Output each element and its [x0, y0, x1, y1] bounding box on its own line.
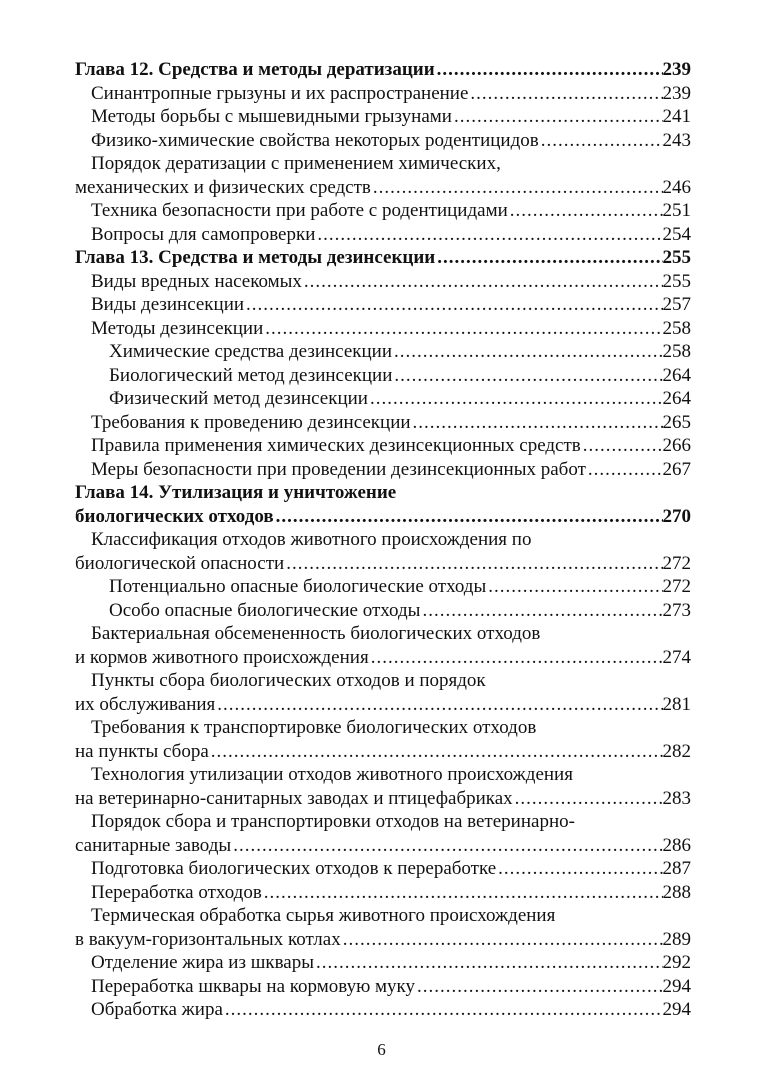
toc-entry-title: Методы дезинсекции — [91, 317, 264, 339]
toc-entry[interactable] — [75, 199, 691, 223]
toc-entry[interactable] — [75, 411, 691, 435]
leader-dots — [392, 364, 662, 388]
leader-dots — [586, 458, 663, 482]
toc-entry-title: Порядок сбора и транспортировки отходов на ветеринарно- — [91, 811, 575, 832]
toc-entry-title: механических и физических средств — [75, 176, 371, 198]
toc-page-number: 255 — [662, 270, 691, 292]
toc-page-number: 292 — [662, 952, 691, 973]
leader-dots — [315, 223, 662, 247]
leader-dots — [263, 317, 662, 341]
toc-chapter-entry[interactable] — [75, 505, 691, 529]
toc-page-number: 287 — [662, 858, 691, 879]
toc-entry[interactable] — [75, 740, 691, 764]
leader-dots — [209, 740, 663, 764]
leader-dots — [513, 787, 663, 811]
toc-entry-title: Методы борьбы с мышевидными грызунами — [91, 106, 452, 127]
toc-page-number: 274 — [662, 646, 691, 668]
toc-entry-title: Физико-химические свойства некоторых родентицидов — [91, 129, 539, 151]
leader-dots — [508, 199, 663, 223]
toc-entry[interactable] — [75, 857, 691, 881]
toc-entry[interactable] — [75, 881, 691, 905]
leader-dots — [302, 270, 663, 294]
toc-entry[interactable] — [75, 105, 691, 129]
toc-entry-title: Виды вредных насекомых — [91, 270, 302, 292]
toc-entry[interactable] — [75, 82, 691, 106]
toc-page-number: 289 — [662, 928, 691, 950]
toc-page-number: 264 — [662, 388, 691, 409]
toc-entry[interactable] — [75, 364, 691, 388]
toc-page-number: 265 — [662, 411, 691, 433]
toc-page-number: 241 — [662, 106, 691, 127]
toc-page-number: 243 — [662, 129, 691, 151]
toc-entry-title: Пункты сбора биологических отходов и порядок — [91, 670, 486, 691]
toc-entry-title: Глава 13. Средства и методы дезинсекции — [75, 247, 436, 268]
toc-entry[interactable] — [75, 951, 691, 975]
toc-entry-title: Химические средства дезинсекции — [109, 341, 392, 362]
leader-dots — [215, 693, 662, 717]
toc-entry[interactable] — [75, 646, 691, 670]
leader-dots — [231, 834, 662, 858]
toc-entry-title: Глава 14. Утилизация и уничтожение — [75, 482, 397, 503]
toc-entry[interactable] — [75, 434, 691, 458]
toc-page-number: 272 — [662, 576, 691, 597]
toc-entry[interactable] — [75, 904, 691, 928]
leader-dots — [369, 646, 663, 670]
toc-entry[interactable] — [75, 129, 691, 153]
leader-dots — [486, 575, 662, 599]
toc-entry-title: Потенциально опасные биологические отходы — [109, 576, 487, 597]
toc-entry-title: Технология утилизации отходов животного происхождения — [91, 764, 573, 785]
toc-entry[interactable] — [75, 716, 691, 740]
toc-entry-title: на ветеринарно-санитарных заводах и птицефабриках — [75, 787, 513, 809]
toc-entry[interactable] — [75, 998, 691, 1022]
toc-entry[interactable] — [75, 270, 691, 294]
toc-chapter-entry[interactable] — [75, 58, 691, 82]
toc-entry-title: Требования к транспортировке биологических отходов — [91, 717, 537, 738]
toc-page-number: 246 — [662, 176, 691, 198]
toc-entry[interactable] — [75, 622, 691, 646]
toc-entry[interactable] — [75, 528, 691, 552]
toc-entry-title: на пункты сбора — [75, 740, 209, 762]
leader-dots — [468, 82, 662, 106]
toc-entry-title: Бактериальная обсемененность биологических отходов — [91, 623, 541, 644]
toc-entry-title: Обработка жира — [91, 999, 223, 1020]
toc-entry-title: Классификация отходов животного происхождения по — [91, 529, 532, 550]
toc-page-number: 258 — [662, 341, 691, 362]
toc-entry[interactable] — [75, 810, 691, 834]
toc-entry-title: Глава 12. Средства и методы дератизации — [75, 59, 435, 80]
toc-page-number: 255 — [662, 247, 691, 268]
toc-entry[interactable] — [75, 152, 691, 176]
toc-entry[interactable] — [75, 669, 691, 693]
leader-dots — [392, 340, 663, 364]
leader-dots — [284, 552, 662, 576]
toc-page-number: 251 — [662, 200, 691, 221]
toc-entry-title: санитарные заводы — [75, 834, 232, 856]
leader-dots — [341, 928, 663, 952]
leader-dots — [371, 176, 663, 200]
toc-chapter-entry[interactable] — [75, 246, 691, 270]
toc-entry-title: Требования к проведению дезинсекции — [91, 411, 411, 433]
toc-entry[interactable] — [75, 928, 691, 952]
leader-dots — [244, 293, 662, 317]
leader-dots — [411, 411, 663, 435]
toc-entry-title: Физический метод дезинсекции — [109, 388, 368, 409]
toc-entry[interactable] — [75, 552, 691, 576]
toc-entry-title: Отделение жира из шквары — [91, 952, 314, 973]
toc-entry[interactable] — [75, 387, 691, 411]
toc-page-number: 258 — [662, 317, 691, 339]
leader-dots — [262, 881, 663, 905]
leader-dots — [368, 387, 663, 411]
toc-entry[interactable] — [75, 340, 691, 364]
toc-page-number: 270 — [662, 505, 691, 527]
toc-entry-title: Синантропные грызуны и их распространение — [91, 82, 469, 104]
leader-dots — [223, 998, 663, 1022]
toc-entry-title: Виды дезинсекции — [91, 294, 245, 315]
toc-entry-title: Меры безопасности при проведении дезинсекционных работ — [91, 458, 586, 480]
leader-dots — [274, 505, 663, 529]
toc-entry-title: Порядок дератизации с применением химических, — [91, 153, 501, 174]
toc-page-number: 273 — [662, 599, 691, 621]
toc-entry[interactable] — [75, 975, 691, 999]
leader-dots — [581, 434, 663, 458]
leader-dots — [435, 58, 663, 82]
page-number: 6 — [377, 1040, 386, 1059]
toc-entry[interactable] — [75, 317, 691, 341]
toc-page-number: 267 — [662, 458, 691, 480]
toc-entry-title: Термическая обработка сырья животного происхождения — [91, 905, 556, 926]
toc-page-number: 283 — [662, 787, 691, 809]
toc-entry-title: биологической опасности — [75, 552, 285, 574]
toc-entry-title: их обслуживания — [75, 693, 216, 715]
leader-dots — [415, 975, 662, 999]
toc-entry[interactable] — [75, 293, 691, 317]
leader-dots — [314, 951, 663, 975]
toc-entry-title: в вакуум-горизонтальных котлах — [75, 928, 341, 950]
toc-page-number: 264 — [662, 364, 691, 386]
toc-page-number: 254 — [662, 223, 691, 245]
toc-page-number: 239 — [662, 59, 691, 80]
leader-dots — [539, 129, 663, 153]
leader-dots — [420, 599, 662, 623]
toc-entry[interactable] — [75, 834, 691, 858]
table-of-contents — [75, 58, 691, 1022]
toc-page-number: 294 — [662, 975, 691, 997]
toc-page-number: 272 — [662, 552, 691, 574]
toc-entry-title: Правила применения химических дезинсекционных средств — [91, 435, 581, 456]
toc-page-number: 281 — [662, 693, 691, 715]
toc-page-number: 239 — [662, 82, 691, 104]
toc-chapter-entry[interactable] — [75, 481, 691, 505]
toc-page-number: 288 — [662, 881, 691, 903]
toc-page-number: 282 — [662, 740, 691, 762]
toc-entry[interactable] — [75, 223, 691, 247]
toc-entry-title: Переработка шквары на кормовую муку — [91, 975, 416, 997]
leader-dots — [435, 246, 662, 270]
toc-page-number: 257 — [662, 294, 691, 315]
toc-entry[interactable] — [75, 458, 691, 482]
toc-entry[interactable] — [75, 693, 691, 717]
toc-entry[interactable] — [75, 599, 691, 623]
toc-entry-title: Переработка отходов — [91, 881, 262, 903]
toc-entry[interactable] — [75, 787, 691, 811]
toc-entry[interactable] — [75, 575, 691, 599]
toc-entry-title: Особо опасные биологические отходы — [109, 599, 421, 621]
toc-entry-title: и кормов животного происхождения — [75, 646, 369, 668]
toc-entry-title: Техника безопасности при работе с родентицидами — [91, 200, 508, 221]
toc-entry[interactable] — [75, 763, 691, 787]
toc-entry-title: биологических отходов — [75, 505, 274, 527]
toc-page-number: 286 — [662, 834, 691, 856]
toc-entry-title: Вопросы для самопроверки — [91, 223, 316, 245]
toc-entry[interactable] — [75, 176, 691, 200]
toc-entry-title: Биологический метод дезинсекции — [109, 364, 393, 386]
toc-entry-title: Подготовка биологических отходов к переработке — [91, 858, 497, 879]
toc-page-number: 266 — [662, 435, 691, 456]
toc-page-number: 294 — [662, 999, 691, 1020]
leader-dots — [452, 105, 663, 129]
leader-dots — [496, 857, 662, 881]
